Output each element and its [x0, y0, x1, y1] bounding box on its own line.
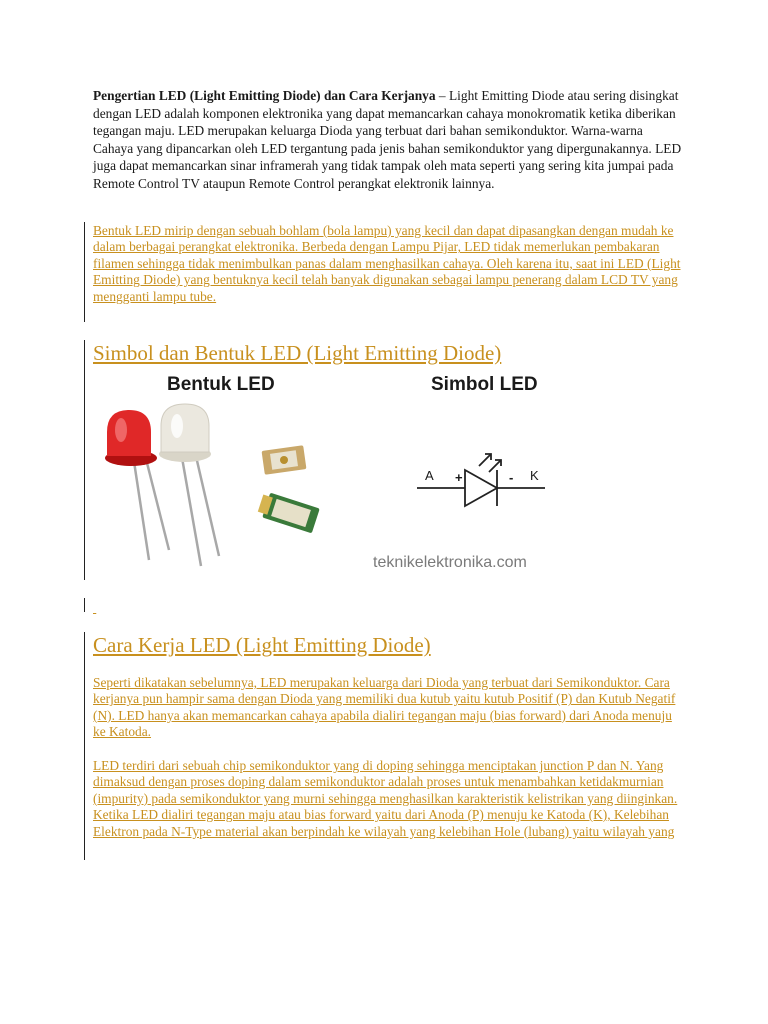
left-rule — [84, 222, 85, 322]
left-rule — [84, 598, 85, 612]
paragraph-link-bentuk[interactable]: Bentuk LED mirip dengan sebuah bohlam (bola lampu) yang kecil dan dapat dipasangkan dengan mudah ke dalam berbagai perangkat elektronika. Berbeda dengan Lampu Pijar, LED tidak memerlukan pembakaran filamen sehingga tidak menimbulkan panas dalam menghasilkan cahaya. Oleh karena itu, saat ini LED (Light Emitting Diode) yang bentuknya kecil telah banyak digunakan sebagai lampu penerang dalam LCD TV yang mengganti lampu tube. — [93, 223, 681, 304]
paragraph-link-cara-kerja[interactable]: Seperti dikatakan sebelumnya, LED merupakan keluarga dari Dioda yang terbuat dari Semikonduktor. Cara kerjanya pun hampir sama dengan Dioda yang memiliki dua kutub yaitu kutub Positif (P) dan Kutub Negatif (N). LED hanya akan memancarkan cahaya apabila dialiri tegangan maju (bias forward) dari Anoda menuju ke Katoda. — [93, 675, 676, 740]
intro-paragraph — [93, 87, 683, 193]
smd-led-image-2 — [258, 493, 320, 534]
watermark-text: teknikelektronika.com — [373, 554, 527, 571]
red-led-image — [105, 410, 169, 560]
article-title: Pengertian LED (Light Emitting Diode) dan Cara Kerjanya — [93, 88, 436, 103]
plus-sign: + — [455, 470, 463, 485]
heading-cara-kerja[interactable]: Cara Kerja LED (Light Emitting Diode) — [93, 633, 431, 657]
paragraph-link-doping[interactable]: LED terdiri dari sebuah chip semikonduktor yang di doping sehingga menciptakan junction P dan N. Yang dimaksud dengan proses doping dalam semikonduktor adalah proses untuk menambahkan ketidakmurnian (impurity) pada semikonduktor yang murni sehingga menghasilkan karakteristik kelistrikan yang diinginkan. Ketika LED dialiri tegangan maju atau bias forward yaitu dari Anoda (P) menuju ke Katoda (K), Kelebihan Elektron pada N-Type material akan berpindah ke wilayah yang kelebihan Hole (lubang) yaitu wilayah yang — [93, 758, 678, 839]
empty-link[interactable] — [93, 600, 96, 616]
led-symbol — [417, 454, 545, 506]
minus-sign: - — [509, 470, 514, 485]
smd-led-image-1 — [262, 445, 307, 475]
cathode-label: K — [530, 468, 539, 483]
left-rule — [84, 632, 85, 860]
anode-label: A — [425, 468, 434, 483]
bentuk-led-label: Bentuk LED — [167, 374, 275, 395]
simbol-led-label: Simbol LED — [431, 374, 538, 395]
heading-simbol-bentuk[interactable]: Simbol dan Bentuk LED (Light Emitting Diode) — [93, 341, 502, 365]
intro-body: Light Emitting Diode atau sering disingkat dengan LED adalah komponen elektronika yang dapat memancarkan cahaya monokromatik ketika diberikan tegangan maju. LED merupakan keluarga Dioda yang terbuat dari bahan semikonduktor. Warna-warna Cahaya yang dipancarkan oleh LED tergantung pada jenis bahan semikonduktor yang dipergunakannya. LED juga dapat memancarkan sinar inframerah yang tidak tampak oleh mata seperti yang sering kita jumpai pada Remote Control TV ataupun Remote Control perangkat elektronik lainnya. — [93, 88, 682, 191]
title-dash: – — [435, 88, 449, 103]
left-rule — [84, 340, 85, 580]
led-figure — [93, 370, 587, 580]
